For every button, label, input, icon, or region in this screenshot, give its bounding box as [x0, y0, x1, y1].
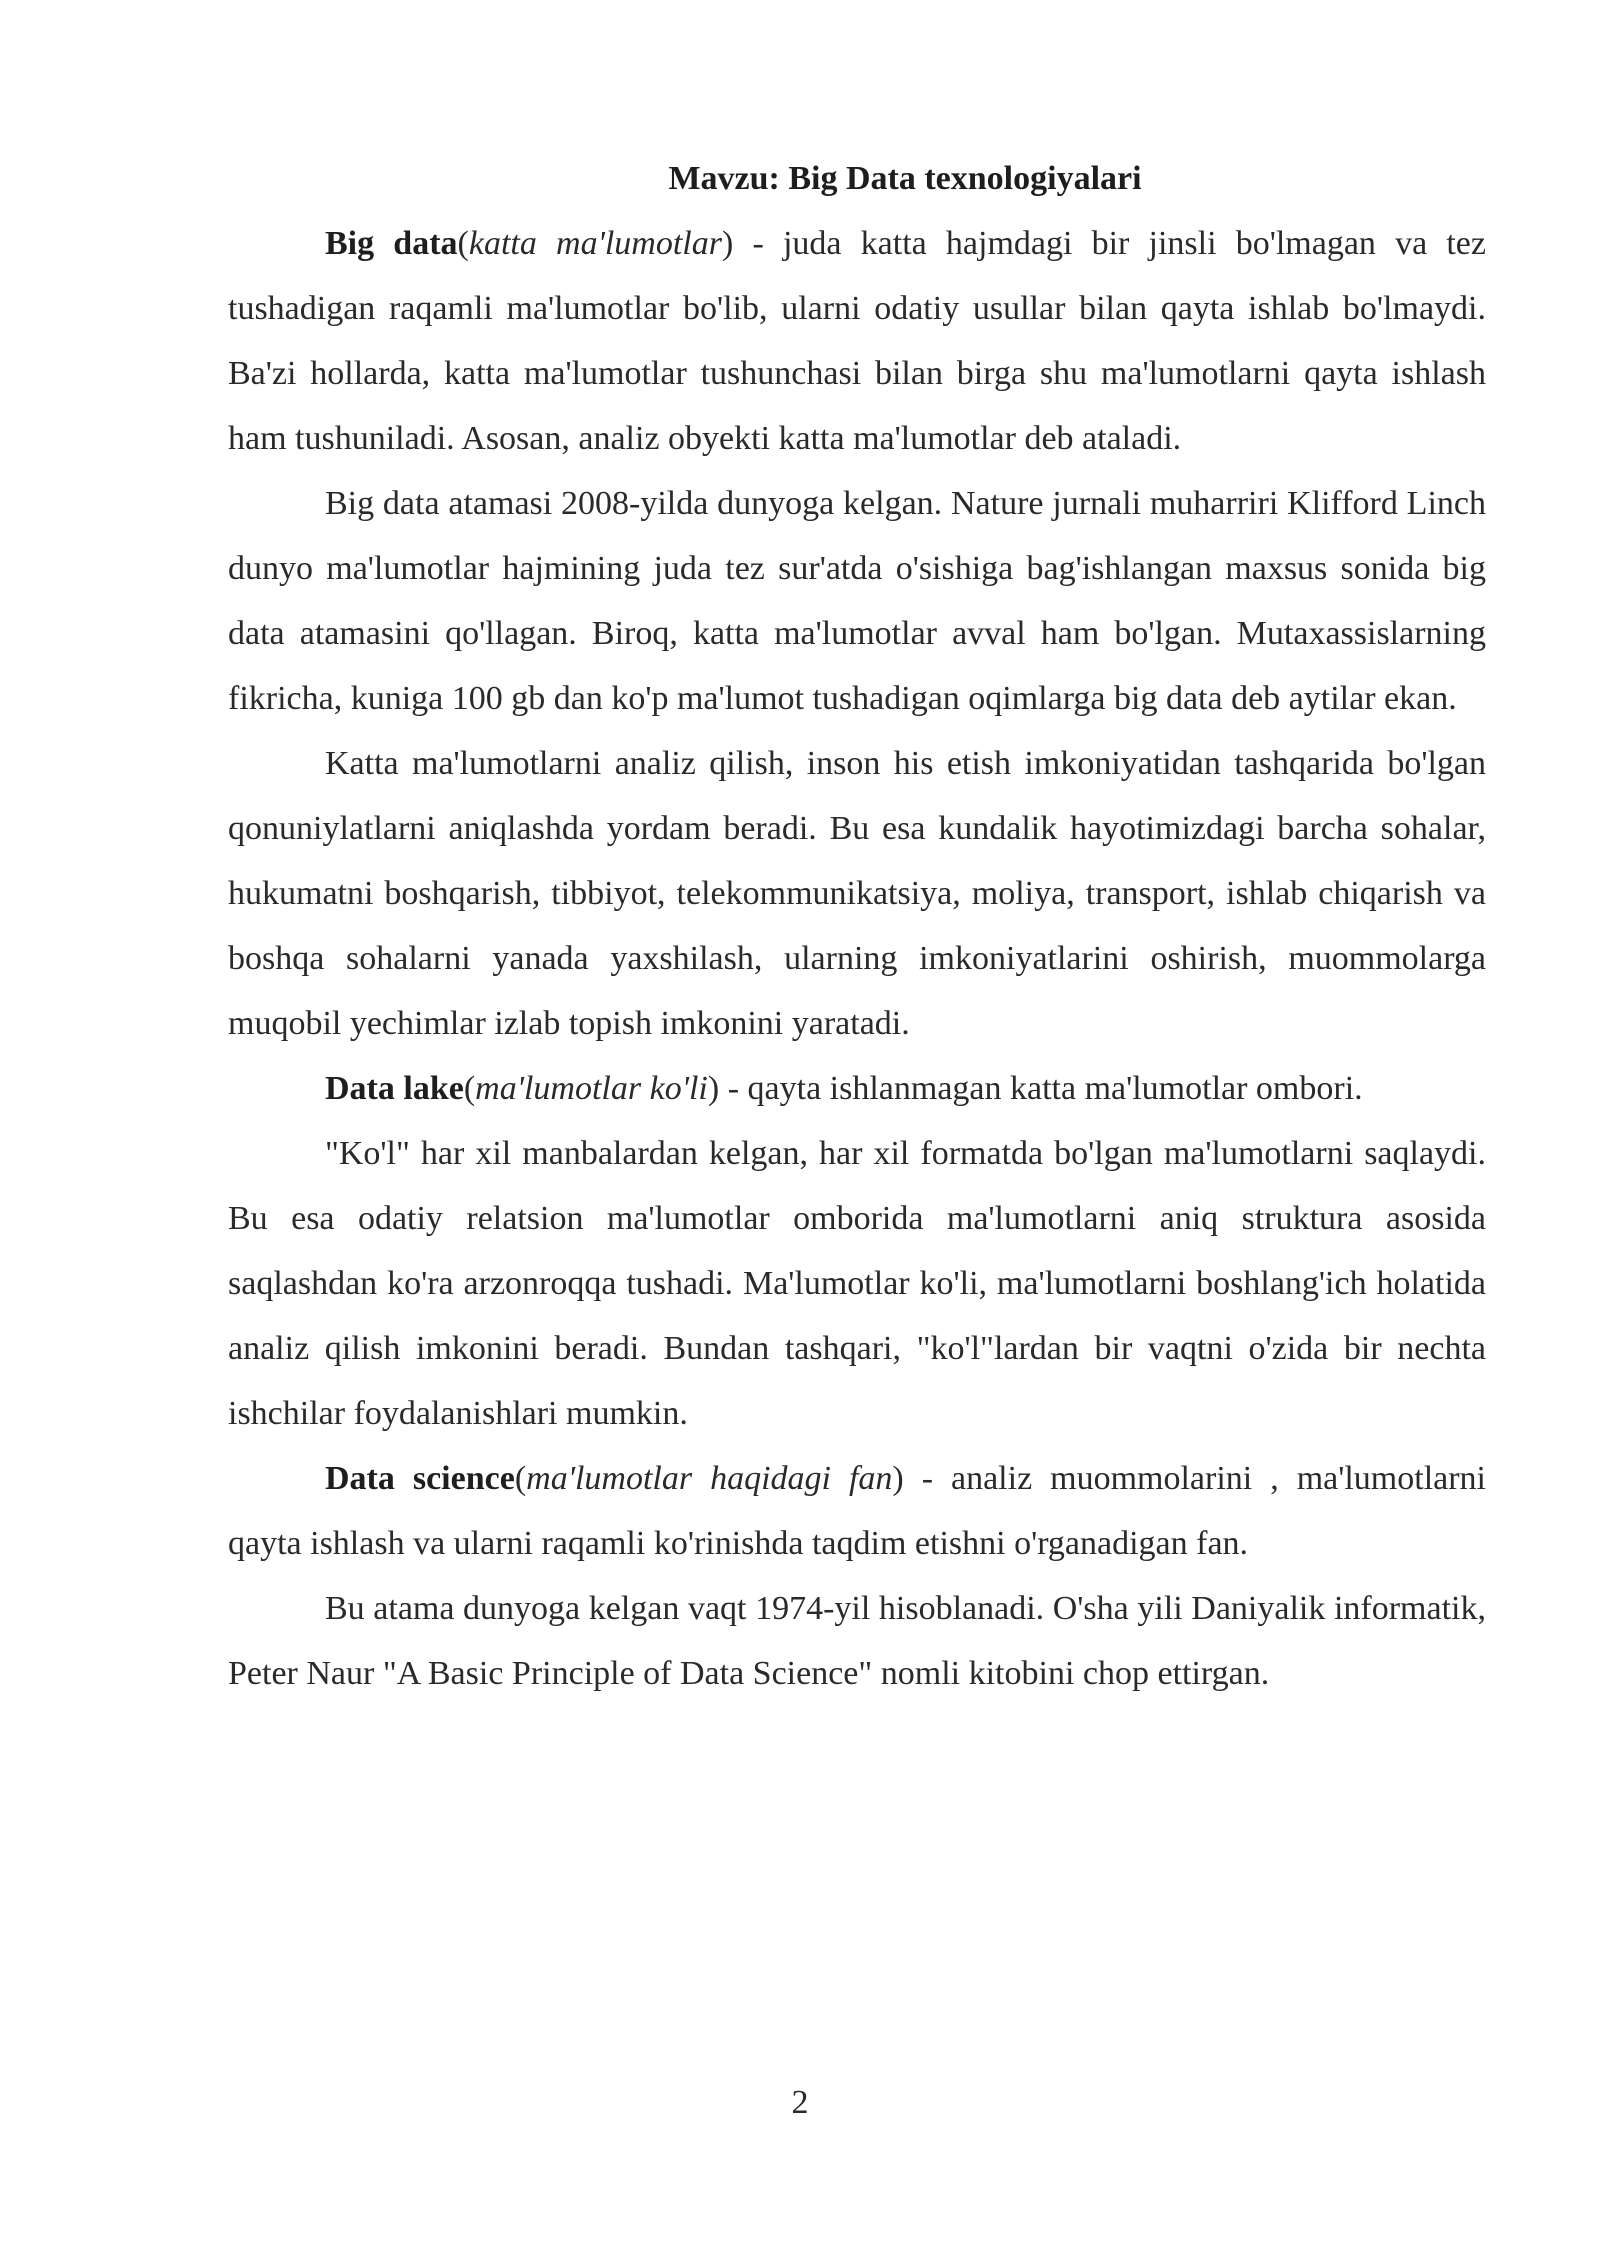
- paren-open: (: [463, 1070, 476, 1107]
- paragraph-data-science: [228, 1446, 1486, 1576]
- paren-open: (: [514, 1460, 527, 1497]
- page-title: Mavzu: Big Data texnologiyalari: [668, 160, 1142, 197]
- paragraph-data-science-history: Bu atama dunyoga kelgan vaqt 1974-yil hisoblanadi. O'sha yili Daniyalik informatik, Peter Naur "A Basic Principle of Data Science" nomli kitobini chop ettirgan.: [228, 1590, 1486, 1692]
- paren-close: ): [707, 1070, 720, 1107]
- paren-close: ): [892, 1460, 904, 1497]
- paragraph-text: - analiz muommolarini , ma'lumotlarni qayta ishlash va ularni raqamli ko'rinishda taqdim etishni o'rganadigan fan.: [228, 1460, 1486, 1562]
- page-number: 2: [791, 2084, 809, 2121]
- paragraph-data-lake-details: "Ko'l" har xil manbalardan kelgan, har xil formatda bo'lgan ma'lumotlarni saqlaydi. Bu esa odatiy relatsion ma'lumotlar omborida ma'lumotlarni aniq struktura asosida saqlashdan ko'ra arzonroqqa tushadi. Ma'lumotlar ko'li, ma'lumotlarni boshlang'ich holatida analiz qilish imkonini beradi. Bundan tashqari, "ko'l"lardan bir vaqtni o'zida bir nechta ishchilar foydalanishlari mumkin.: [228, 1135, 1486, 1432]
- paragraph-big-data: [228, 211, 1486, 471]
- term-data-science: Data science: [325, 1460, 515, 1497]
- term-translation: katta ma'lumotlar: [468, 225, 722, 262]
- paren-open: (: [457, 225, 469, 262]
- paragraph-text: - qayta ishlanmagan katta ma'lumotlar ombori.: [719, 1070, 1363, 1107]
- paren-close: ): [721, 225, 734, 262]
- term-big-data: Big data: [325, 225, 458, 262]
- term-translation: ma'lumotlar ko'li: [475, 1070, 708, 1107]
- paragraph-big-data-history: Big data atamasi 2008-yilda dunyoga kelgan. Nature jurnali muharriri Klifford Linch dunyo ma'lumotlar hajmining juda tez sur'atda o'sishiga bag'ishlangan maxsus sonida big data atamasini qo'llagan. Biroq, katta ma'lumotlar avval ham bo'lgan. Mutaxassislarning fikricha, kuniga 100 gb dan ko'p ma'lumot tushadigan oqimlarga big data deb aytilar ekan.: [228, 485, 1486, 717]
- paragraph-big-data-analysis: Katta ma'lumotlarni analiz qilish, inson his etish imkoniyatidan tashqarida bo'lgan qonuniylatlarni aniqlashda yordam beradi. Bu esa kundalik hayotimizdagi barcha sohalar, hukumatni boshqarish, tibbiyot, telekommunikatsiya, moliya, transport, ishlab chiqarish va boshqa sohalarni yanada yaxshilash, ularning imkoniyatlarini oshirish, muommolarga muqobil yechimlar izlab topish imkonini yaratadi.: [228, 745, 1486, 1042]
- paragraph-data-lake: [228, 1056, 1486, 1121]
- page-body: [228, 146, 1486, 1706]
- term-translation: ma'lumotlar haqidagi fan: [526, 1460, 893, 1497]
- paragraph-text: - juda katta hajmdagi bir jinsli bo'lmagan va tez tushadigan raqamli ma'lumotlar bo'lib, ularni odatiy usullar bilan qayta ishlab bo'lmaydi. Ba'zi hollarda, katta ma'lumotlar tushunchasi bilan birga shu ma'lumotlarni qayta ishlash ham tushuniladi. Asosan, analiz obyekti katta ma'lumotlar deb ataladi.: [228, 225, 1486, 457]
- term-data-lake: Data lake: [325, 1070, 464, 1107]
